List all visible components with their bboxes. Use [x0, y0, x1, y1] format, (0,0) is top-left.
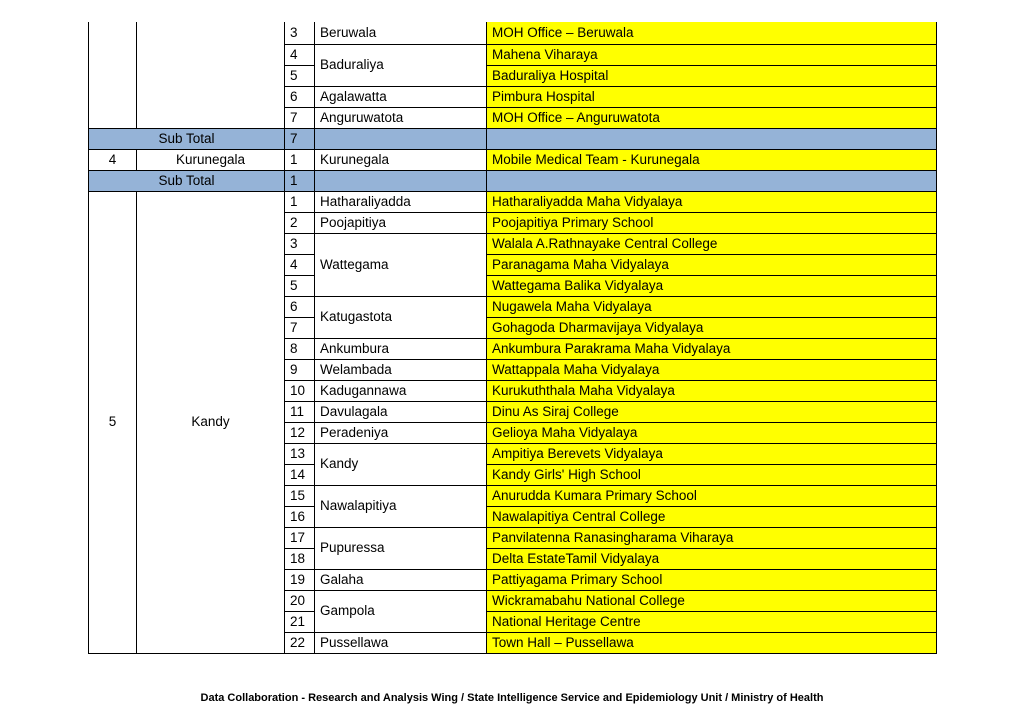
center-location: Wickramabahu National College — [487, 590, 937, 611]
row-number: 11 — [285, 401, 315, 422]
district-index: 5 — [89, 191, 137, 653]
center-location: Gelioya Maha Vidyalaya — [487, 422, 937, 443]
subtotal-label: Sub Total — [89, 170, 285, 191]
row-number: 19 — [285, 569, 315, 590]
center-location: MOH Office – Anguruwatota — [487, 107, 937, 128]
row-number: 6 — [285, 86, 315, 107]
center-location: Wattegama Balika Vidyalaya — [487, 275, 937, 296]
moh-area: Galaha — [315, 569, 487, 590]
moh-area: Beruwala — [315, 22, 487, 44]
center-location: Panvilatenna Ranasingharama Viharaya — [487, 527, 937, 548]
row-number: 1 — [285, 149, 315, 170]
moh-area: Baduraliya — [315, 44, 487, 86]
subtotal-label: Sub Total — [89, 128, 285, 149]
row-number: 10 — [285, 380, 315, 401]
subtotal-empty — [487, 170, 937, 191]
center-location: Dinu As Siraj College — [487, 401, 937, 422]
center-location: Baduraliya Hospital — [487, 65, 937, 86]
subtotal-row — [89, 170, 937, 191]
row-number: 14 — [285, 464, 315, 485]
row-number: 18 — [285, 548, 315, 569]
district-index: 4 — [89, 149, 137, 170]
row-number: 8 — [285, 338, 315, 359]
center-location: Town Hall – Pussellawa — [487, 632, 937, 653]
subtotal-empty — [315, 128, 487, 149]
center-location: Kandy Girls' High School — [487, 464, 937, 485]
vaccination-centers-table — [88, 22, 937, 654]
moh-area: Agalawatta — [315, 86, 487, 107]
center-location: Walala A.Rathnayake Central College — [487, 233, 937, 254]
row-number: 12 — [285, 422, 315, 443]
center-location: Hatharaliyadda Maha Vidyalaya — [487, 191, 937, 212]
center-location: Anurudda Kumara Primary School — [487, 485, 937, 506]
center-location: Ampitiya Berevets Vidyalaya — [487, 443, 937, 464]
district-name-cell — [137, 22, 285, 128]
row-number: 3 — [285, 233, 315, 254]
moh-area: Kandy — [315, 443, 487, 485]
subtotal-empty — [487, 128, 937, 149]
moh-area: Nawalapitiya — [315, 485, 487, 527]
moh-area: Kadugannawa — [315, 380, 487, 401]
center-location: MOH Office – Beruwala — [487, 22, 937, 44]
center-location: Kurukuththala Maha Vidyalaya — [487, 380, 937, 401]
row-number: 7 — [285, 107, 315, 128]
row-number: 4 — [285, 254, 315, 275]
row-number: 6 — [285, 296, 315, 317]
center-location: Nawalapitiya Central College — [487, 506, 937, 527]
moh-area: Anguruwatota — [315, 107, 487, 128]
moh-area: Peradeniya — [315, 422, 487, 443]
row-number: 15 — [285, 485, 315, 506]
row-number: 16 — [285, 506, 315, 527]
moh-area: Poojapitiya — [315, 212, 487, 233]
moh-area: Ankumbura — [315, 338, 487, 359]
moh-area: Pussellawa — [315, 632, 487, 653]
center-location: Ankumbura Parakrama Maha Vidyalaya — [487, 338, 937, 359]
subtotal-count: 7 — [285, 128, 315, 149]
center-location: Pimbura Hospital — [487, 86, 937, 107]
moh-area: Hatharaliyadda — [315, 191, 487, 212]
district-index-cell — [89, 22, 137, 128]
center-location: National Heritage Centre — [487, 611, 937, 632]
table-row — [89, 22, 937, 44]
row-number: 13 — [285, 443, 315, 464]
table-row — [89, 149, 937, 170]
district-name: Kurunegala — [137, 149, 285, 170]
row-number: 3 — [285, 22, 315, 44]
row-number: 17 — [285, 527, 315, 548]
moh-area: Pupuressa — [315, 527, 487, 569]
row-number: 1 — [285, 191, 315, 212]
center-location: Pattiyagama Primary School — [487, 569, 937, 590]
center-location: Nugawela Maha Vidyalaya — [487, 296, 937, 317]
center-location: Wattappala Maha Vidyalaya — [487, 359, 937, 380]
district-name: Kandy — [137, 191, 285, 653]
row-number: 5 — [285, 65, 315, 86]
row-number: 5 — [285, 275, 315, 296]
moh-area: Wattegama — [315, 233, 487, 296]
row-number: 20 — [285, 590, 315, 611]
moh-area: Gampola — [315, 590, 487, 632]
subtotal-row — [89, 128, 937, 149]
row-number: 9 — [285, 359, 315, 380]
table-row — [89, 191, 937, 212]
row-number: 4 — [285, 44, 315, 65]
subtotal-count: 1 — [285, 170, 315, 191]
center-location: Paranagama Maha Vidyalaya — [487, 254, 937, 275]
moh-area: Davulagala — [315, 401, 487, 422]
moh-area: Kurunegala — [315, 149, 487, 170]
center-location: Mobile Medical Team - Kurunegala — [487, 149, 937, 170]
center-location: Gohagoda Dharmavijaya Vidyalaya — [487, 317, 937, 338]
moh-area: Welambada — [315, 359, 487, 380]
center-location: Poojapitiya Primary School — [487, 212, 937, 233]
center-location: Delta EstateTamil Vidyalaya — [487, 548, 937, 569]
row-number: 22 — [285, 632, 315, 653]
center-location: Mahena Viharaya — [487, 44, 937, 65]
row-number: 7 — [285, 317, 315, 338]
subtotal-empty — [315, 170, 487, 191]
page-footer: Data Collaboration - Research and Analysis Wing / State Intelligence Service and Epidemiology Unit / Ministry of Health — [200, 692, 824, 704]
row-number: 2 — [285, 212, 315, 233]
row-number: 21 — [285, 611, 315, 632]
moh-area: Katugastota — [315, 296, 487, 338]
